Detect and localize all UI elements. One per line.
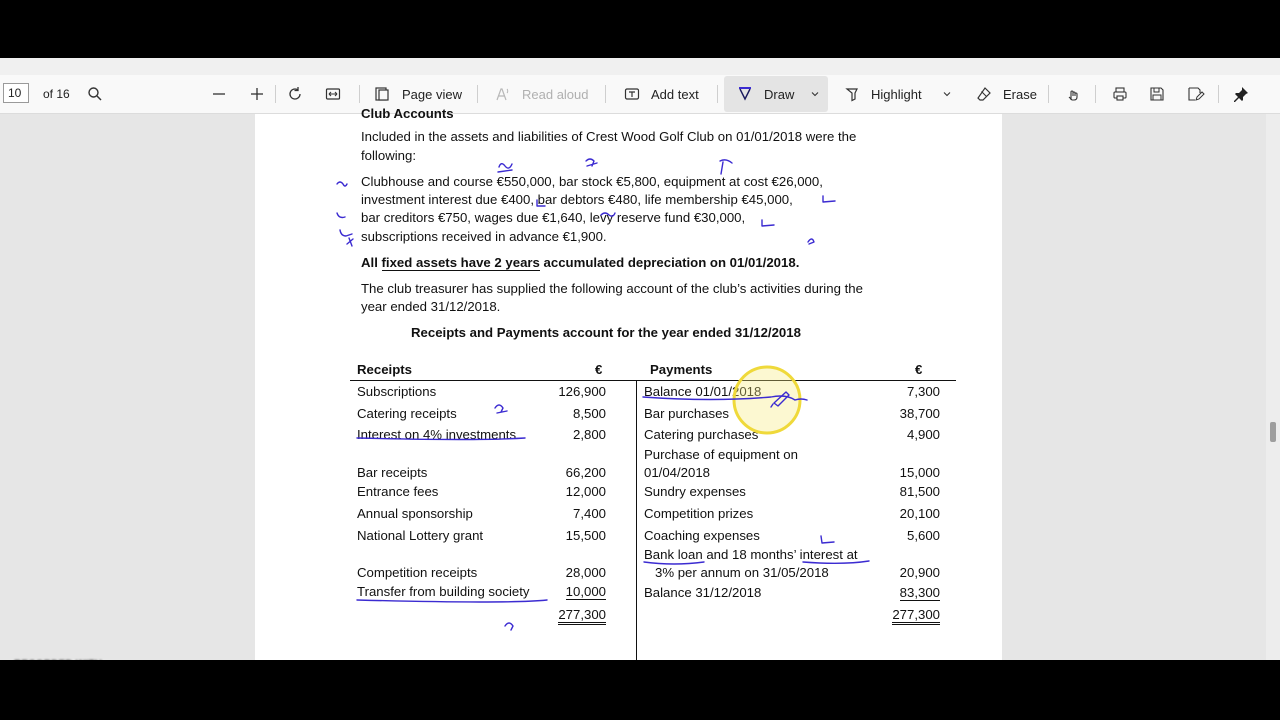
assets-text-line: investment interest due €400, bar debtors €480, life membership €45,000, [361, 192, 793, 207]
table-header-rule [350, 380, 956, 381]
receipt-amount: 66,200 [565, 465, 606, 480]
receipt-label: Entrance fees [357, 484, 439, 499]
payments-currency: € [915, 362, 923, 377]
page-total-text: of 16 [43, 87, 70, 101]
add-text-label: Add text [651, 86, 699, 102]
ink-mark [720, 160, 732, 174]
receipt-amount: 15,500 [565, 528, 606, 543]
depreciation-pre: All [361, 255, 382, 270]
pen-cursor-icon [771, 392, 789, 407]
payment-amount: 4,900 [906, 427, 940, 442]
highlight-options-dropdown[interactable] [942, 75, 952, 113]
ink-mark [337, 182, 347, 186]
ink-mark [821, 536, 834, 543]
rotate-icon [287, 86, 303, 102]
toolbar-divider [1218, 85, 1219, 103]
assets-text-line: subscriptions received in advance €1,900. [361, 229, 607, 244]
payment-label-cont: 3% per annum on 31/05/2018 [655, 565, 829, 580]
receipt-label: Catering receipts [357, 406, 457, 421]
section-heading: Club Accounts [361, 106, 454, 121]
highlighter-icon [844, 86, 860, 102]
receipt-amount [535, 584, 606, 599]
payment-label: Balance 31/12/2018 [644, 585, 762, 600]
print-icon [1112, 86, 1128, 102]
receipt-label: Annual sponsorship [357, 506, 473, 521]
toolbar-divider [477, 85, 478, 103]
page-view-label: Page view [402, 86, 462, 102]
read-aloud-label: Read aloud [522, 86, 589, 102]
pdf-page [255, 106, 1002, 662]
payment-label: Coaching expenses [644, 528, 760, 543]
chevron-down-icon [810, 89, 820, 99]
page-total-label [43, 75, 70, 113]
ink-mark [347, 238, 353, 246]
payment-label: Balance 01/01/2018 [644, 384, 762, 399]
account-title: Receipts and Payments account for the year ended 31/12/2018 [411, 325, 801, 340]
receipt-amount: 7,400 [572, 506, 606, 521]
payment-label: Purchase of equipment on [644, 447, 798, 462]
minus-icon [211, 86, 227, 102]
ink-mark [337, 213, 345, 218]
depreciation-note [361, 255, 799, 270]
touch-writing-button[interactable] [1065, 75, 1081, 113]
toolbar-divider [1095, 85, 1096, 103]
payment-amount: 7,300 [906, 384, 940, 399]
receipt-amount: 126,900 [558, 384, 606, 399]
treasurer-text-line: The club treasurer has supplied the following account of the club’s activities during the [361, 281, 863, 296]
plus-icon [249, 86, 265, 102]
payment-amount: 81,500 [899, 484, 940, 499]
zoom-out-button[interactable] [211, 75, 227, 113]
intro-text-line: following: [361, 148, 416, 163]
ink-mark [340, 230, 352, 236]
save-icon [1149, 86, 1165, 102]
payment-amount: 15,000 [899, 465, 940, 480]
draw-pen-icon [737, 86, 753, 102]
save-as-button[interactable] [1187, 75, 1203, 113]
toolbar-divider [717, 85, 718, 103]
table-center-rule [636, 380, 637, 681]
payments-header: Payments [650, 362, 713, 377]
search-button[interactable] [87, 75, 103, 113]
receipt-amount: 28,000 [565, 565, 606, 580]
receipts-header: Receipts [357, 362, 412, 377]
letterbox-bottom [0, 660, 1280, 720]
toolbar-divider [275, 85, 276, 103]
depreciation-post: accumulated depreciation on 01/01/2018. [539, 255, 800, 270]
receipt-label: Subscriptions [357, 384, 437, 399]
receipt-label: Competition receipts [357, 565, 478, 580]
pin-icon [1233, 86, 1249, 102]
receipts-total [535, 607, 606, 622]
receipt-label: Interest on 4% investments [357, 427, 517, 442]
intro-text-line: Included in the assets and liabilities of Crest Wood Golf Club on 01/01/2018 were the [361, 129, 857, 144]
assets-text-line: Clubhouse and course €550,000, bar stock €5,800, equipment at cost €26,000, [361, 174, 823, 189]
ink-mark [823, 196, 835, 202]
page-view-icon [374, 86, 390, 102]
scrollbar-thumb[interactable] [1270, 422, 1276, 442]
zoom-in-button[interactable] [249, 75, 265, 113]
read-aloud-icon [495, 86, 511, 102]
print-button[interactable] [1112, 75, 1128, 113]
ink-underline [644, 562, 704, 564]
add-text-icon [624, 86, 640, 102]
receipt-label: Bar receipts [357, 465, 428, 480]
draw-button[interactable] [737, 75, 794, 113]
ink-mark [586, 159, 597, 166]
receipt-label: National Lottery grant [357, 528, 484, 543]
payment-label: Catering purchases [644, 427, 759, 442]
highlight-label: Highlight [871, 86, 922, 102]
erase-label: Erase [1003, 86, 1037, 102]
payment-amount: 38,700 [899, 406, 940, 421]
save-as-icon [1187, 86, 1203, 102]
receipt-amount: 2,800 [572, 427, 606, 442]
save-button[interactable] [1149, 75, 1165, 113]
ink-mark [495, 405, 507, 413]
browser-top-strip [0, 58, 1280, 75]
receipt-amount: 8,500 [572, 406, 606, 421]
receipt-label: Transfer from building society [357, 584, 530, 599]
payment-label: Bar purchases [644, 406, 730, 421]
payment-label: Sundry expenses [644, 484, 746, 499]
treasurer-text-line: year ended 31/12/2018. [361, 299, 501, 314]
payment-amount-text: 83,300 [899, 585, 940, 600]
receipt-amount: 12,000 [565, 484, 606, 499]
ink-mark [762, 220, 774, 226]
assets-text-line: bar creditors €750, wages due €1,640, levy reserve fund €30,000, [361, 210, 746, 225]
eraser-icon [976, 86, 992, 102]
payment-label: Bank loan and 18 months’ interest at [644, 547, 858, 562]
ink-underline [357, 600, 547, 602]
payment-amount: 20,100 [899, 506, 940, 521]
highlight-button[interactable] [844, 75, 922, 113]
read-aloud-button[interactable] [495, 75, 589, 113]
page-number-input[interactable]: 10 [3, 83, 29, 103]
receipts-total-text: 277,300 [558, 607, 606, 625]
payment-amount [869, 585, 940, 600]
payments-total-text: 277,300 [892, 607, 940, 625]
fit-width-button[interactable] [325, 75, 341, 113]
draw-options-dropdown[interactable] [810, 75, 820, 113]
draw-label: Draw [764, 86, 795, 102]
ink-mark [498, 164, 512, 172]
touch-hand-icon [1065, 86, 1081, 102]
search-icon [87, 86, 103, 102]
vertical-scrollbar[interactable] [1266, 114, 1280, 660]
pdf-viewer-window [0, 58, 1280, 660]
ink-mark [808, 239, 814, 244]
payment-amount: 5,600 [906, 528, 940, 543]
cursor-highlight-ring [734, 367, 800, 433]
payment-label-cont: 01/04/2018 [644, 465, 711, 480]
payment-label: Competition prizes [644, 506, 754, 521]
toolbar-divider [359, 85, 360, 103]
add-text-button[interactable] [624, 75, 699, 113]
toolbar-divider [605, 85, 606, 103]
payment-amount: 20,900 [899, 565, 940, 580]
rotate-button[interactable] [287, 75, 303, 113]
pdf-toolbar [0, 75, 1280, 114]
chevron-down-icon [942, 89, 952, 99]
toolbar-divider [1048, 85, 1049, 103]
receipts-currency: € [595, 362, 603, 377]
erase-button[interactable] [976, 75, 1037, 113]
fit-width-icon [325, 86, 341, 102]
ink-mark [505, 623, 513, 630]
pin-toolbar-button[interactable] [1233, 75, 1249, 113]
depreciation-underlined: fixed assets have 2 years [381, 255, 540, 270]
payments-total [869, 607, 940, 622]
receipt-amount-text: 10,000 [565, 584, 606, 599]
